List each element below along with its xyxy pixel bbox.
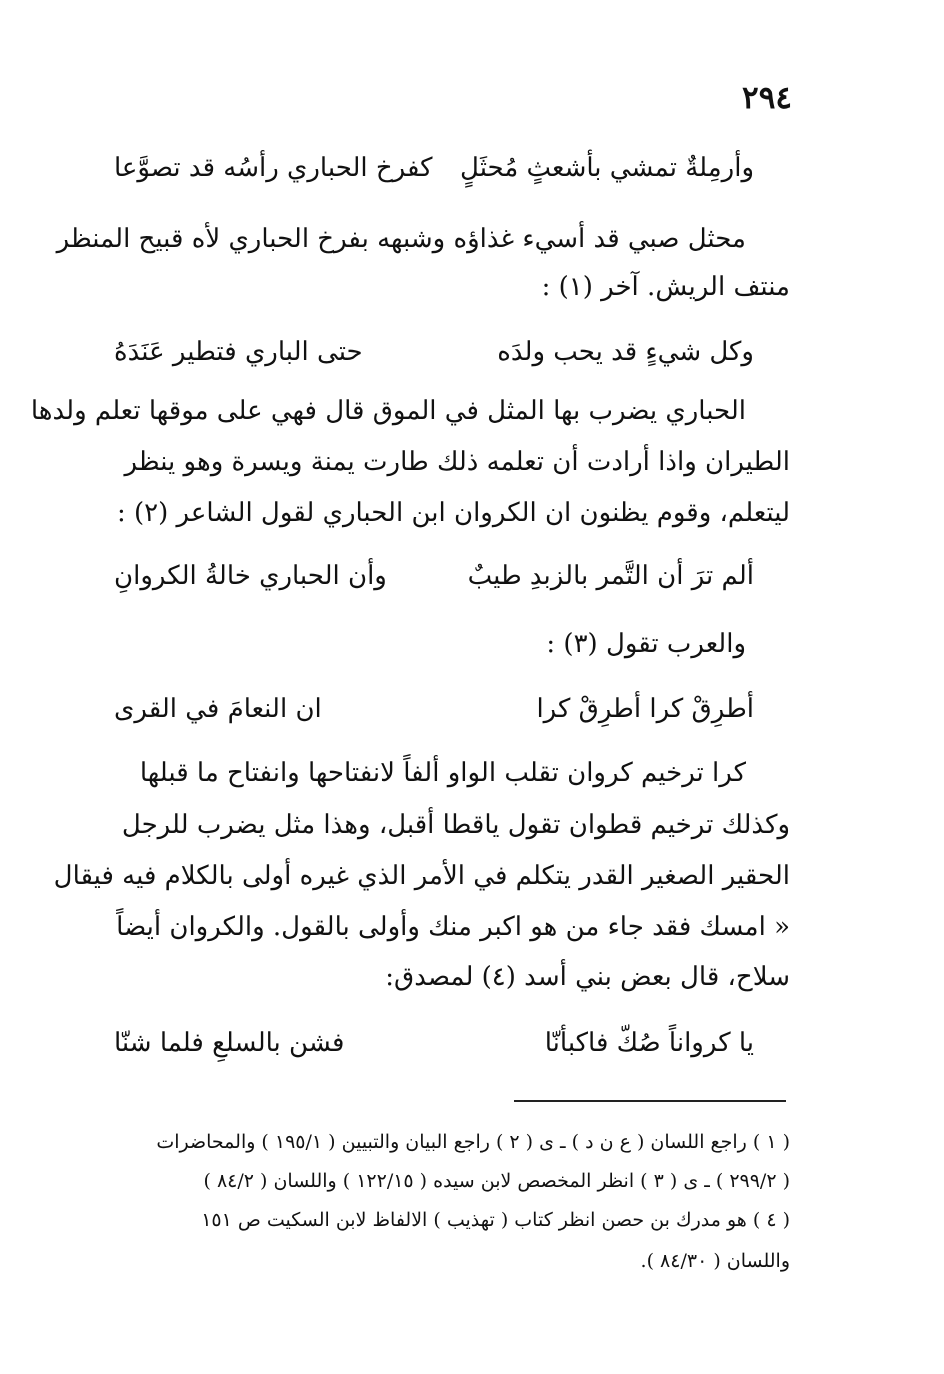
verse-2-first-hemistich: وكل شيءٍ قد يحب ولدَه [497, 337, 754, 367]
verse-4-second-hemistich: ان النعامَ في القرى [114, 694, 322, 724]
para-1-line-1: محثل صبي قد أسيء غذاؤه وشبهه بفرخ الحباري لأه قبيح المنظر [56, 224, 746, 254]
verse-5-second-hemistich: فشن بالسلعِ فلما شنّا [114, 1028, 345, 1058]
verse-1 [114, 142, 754, 194]
verse-1-second-hemistich: كفرخ الحباري رأسُه قد تصوَّعا [114, 153, 433, 183]
footnote-line-4: واللسان ( ٨٤/٣٠ ). [640, 1250, 790, 1272]
para-4-line-4: « امسك فقد جاء من هو اكبر منك وأولى بالقول. والكروان أيضاً [116, 912, 790, 942]
para-3-line-1: والعرب تقول (٣) : [546, 629, 746, 659]
footnote-line-2: ( ٢٩٩/٢ ) ـ ى ( ٣ ) انظر المخصص لابن سيده ( ١٢٢/١٥ ) واللسان ( ٨٤/٢ ) [203, 1170, 790, 1192]
verse-5 [114, 1017, 754, 1069]
verse-3 [114, 550, 754, 602]
para-2-line-2: الطيران واذا أرادت أن تعلمه ذلك طارت يمنة ويسرة وهو ينظر [124, 447, 790, 477]
para-2-line-3: ليتعلم، وقوم يظنون ان الكروان ابن الحباري لقول الشاعر (٢) : [117, 498, 790, 528]
page-number: ٢٩٤ [742, 80, 792, 116]
para-4-line-5: سلاح، قال بعض بني أسد (٤) لمصدق: [385, 962, 790, 992]
para-2-line-1: الحباري يضرب بها المثل في الموق قال فهي على موقها تعلم ولدها [30, 396, 746, 426]
verse-2-second-hemistich: حتى الباري فتطير عَنَدَهُ [114, 337, 363, 367]
verse-1-first-hemistich: وأرمِلةٌ تمشي بأشعثٍ مُحثَلٍ [460, 153, 754, 183]
verse-3-second-hemistich: وأن الحباري خالةُ الكروانِ [114, 561, 387, 591]
verse-4-first-hemistich: أطرِقْ كرا أطرِقْ كرا [536, 694, 754, 724]
verse-5-first-hemistich: يا كرواناً صُكّ فاكبأنّا [544, 1028, 754, 1058]
para-1-line-2: منتف الريش. آخر (١) : [541, 272, 790, 302]
verse-3-first-hemistich: ألم ترَ أن التَّمر بالزبدِ طيبٌ [467, 561, 754, 591]
verse-2 [114, 326, 754, 378]
para-4-line-1: كرا ترخيم كروان تقلب الواو ألفاً لانفتاحها وانفتاح ما قبلها [139, 758, 746, 788]
para-4-line-3: الحقير الصغير القدر يتكلم في الأمر الذي غيره أولى بالكلام فيه فيقال [53, 861, 790, 891]
footnote-line-1: ( ١ ) راجع اللسان ( ع ن د ) ـ ى ( ٢ ) راجع البيان والتبيين ( ١٩٥/١ ) والمحاضرات [156, 1131, 790, 1153]
verse-4 [114, 683, 754, 735]
footnote-separator [514, 1100, 786, 1102]
footnote-line-3: ( ٤ ) هو مدرك بن حصن انظر كتاب ( تهذيب ) الالفاظ لابن السكيت ص ١٥١ [201, 1209, 790, 1231]
para-4-line-2: وكذلك ترخيم قطوان تقول ياقطا أقبل، وهذا مثل يضرب للرجل [121, 810, 790, 840]
